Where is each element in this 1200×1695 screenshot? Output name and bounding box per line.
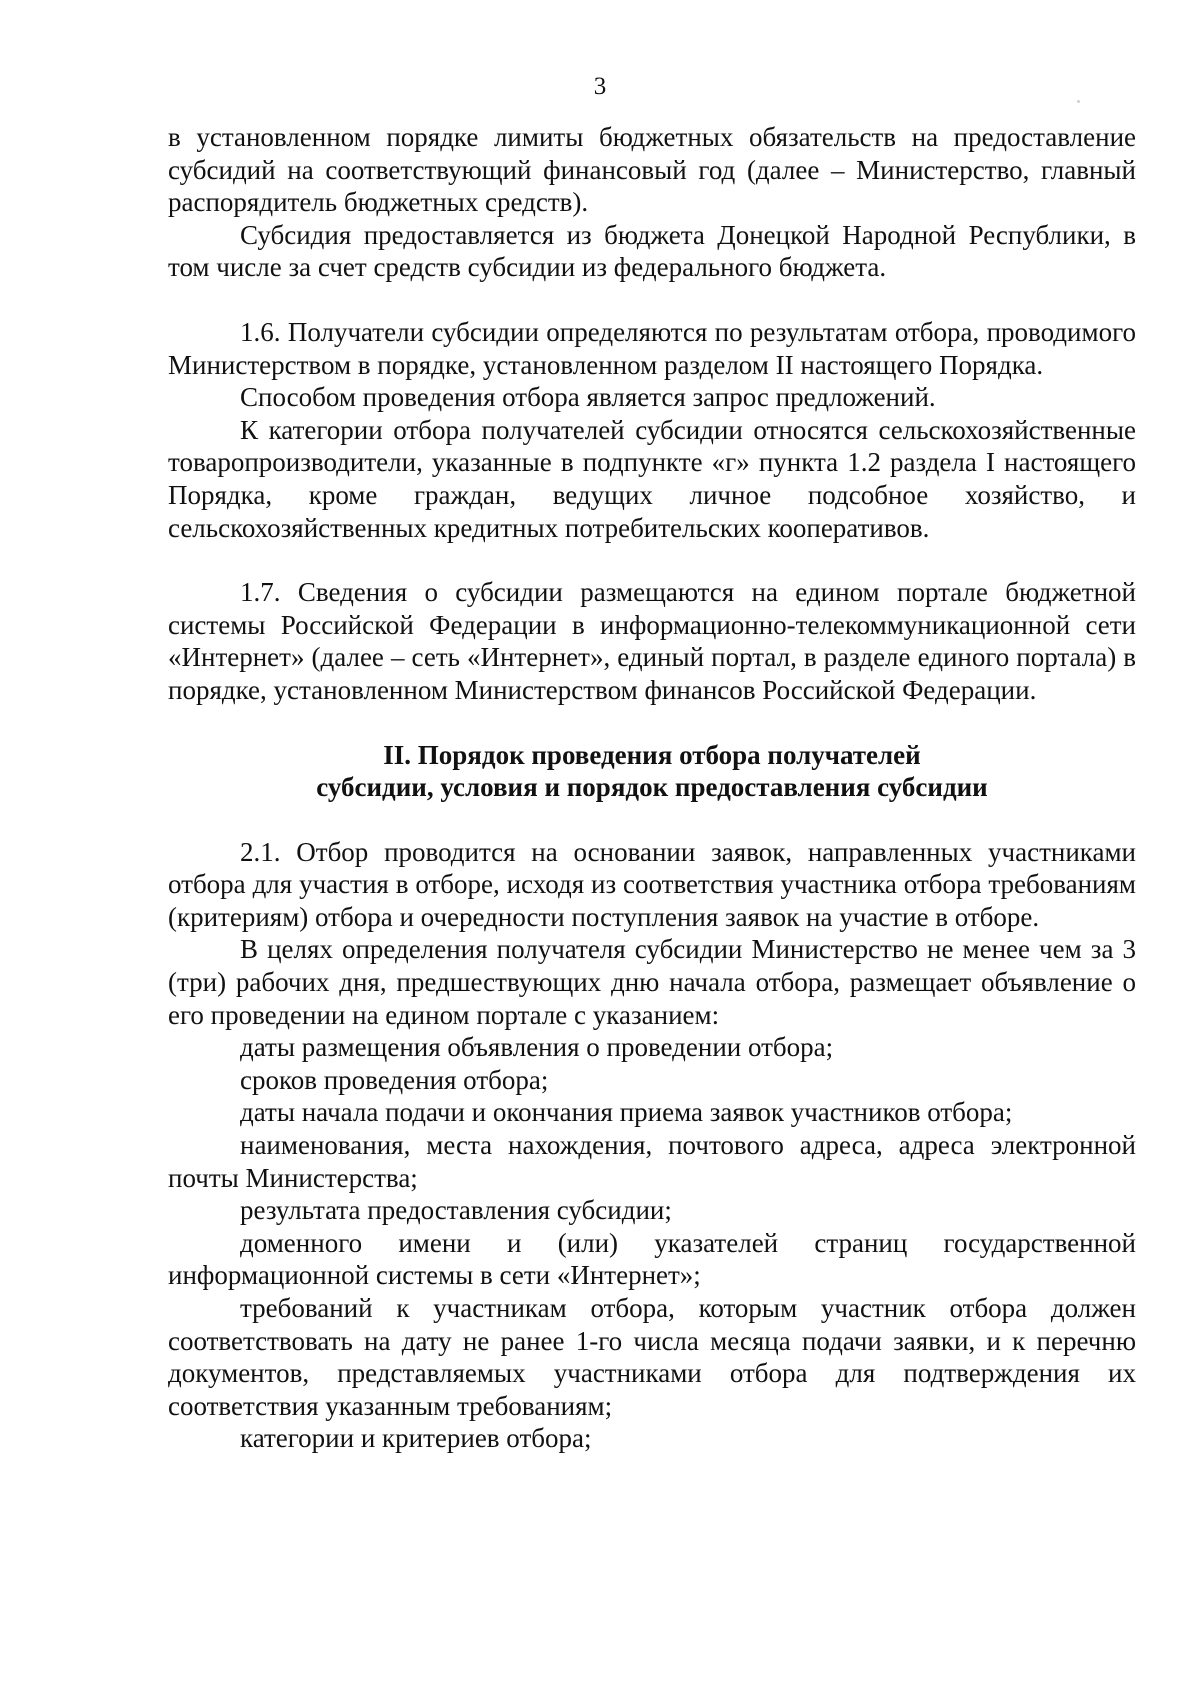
list-item: сроков проведения отбора; [240,1064,549,1095]
paragraph: В целях определения получателя субсидии Министерство не менее чем за 3 (три) рабочих дня, предшествующих дню начала отбора, размещает объявление о его проведении на едином портале с указанием: [168,934,1136,1030]
scan-artifact [1077,100,1080,103]
paragraph-1-7: 1.7. Сведения о субсидии размещаются на едином портале бюджетной системы Российской Федерации в информационно-телекоммуникационной сети «Интернет» (далее – сеть «Интернет», единый портал, в разделе единого портала) в порядке, установленном Министерством финансов Российской Федерации. [168,577,1136,705]
page-number: 3 [593,73,607,100]
list-item: требований к участникам отбора, которым участник отбора должен соответствовать на дату не ранее 1-го числа месяца подачи заявки, и к перечню документов, представляемых участниками отбора для подтверждения их соответствия указанным требованиям; [168,1293,1136,1421]
spacer [168,707,1136,739]
section-heading-line-1: II. Порядок проведения отбора получателей [383,739,921,770]
spacer [168,544,1136,576]
paragraph: К категории отбора получателей субсидии относятся сельскохозяйственные товаропроизводители, указанные в подпункте «г» пункта 1.2 раздела I настоящего Порядка, кроме граждан, ведущих личное подсобное хозяйство, и сельскохозяйственных кредитных потребительских кооперативов. [168,414,1136,543]
list-item: доменного имени и (или) указателей страниц государственной информационной системы в сети «Интернет»; [168,1227,1136,1291]
paragraph-1-6: 1.6. Получатели субсидии определяются по результатам отбора, проводимого Министерством в порядке, установленном разделом II настоящего Порядка. [168,316,1136,380]
list-item: категории и критериев отбора; [240,1423,592,1454]
list-item: даты начала подачи и окончания приема заявок участников отбора; [240,1097,1013,1128]
paragraph: Субсидия предоставляется из бюджета Донецкой Народной Республики, в том числе за счет средств субсидии из федерального бюджета. [168,219,1136,283]
spacer [168,804,1136,836]
list-item: результата предоставления субсидии; [240,1195,672,1226]
paragraph: в установленном порядке лимиты бюджетных обязательств на предоставление субсидий на соответствующий финансовый год (далее – Министерство, главный распорядитель бюджетных средств). [168,122,1136,218]
paragraph: Способом проведения отбора является запрос предложений. [240,382,936,413]
spacer [168,284,1136,316]
section-heading-line-2: субсидии, условия и порядок предоставления субсидии [316,772,988,803]
paragraph-2-1: 2.1. Отбор проводится на основании заявок, направленных участниками отбора для участия в отборе, исходя из соответствия участника отбора требованиям (критериям) отбора и очередности поступления заявок на участие в отборе. [168,836,1136,932]
list-item: наименования, места нахождения, почтового адреса, адреса электронной почты Министерства; [168,1130,1136,1193]
document-body [168,121,1136,1455]
list-item: даты размещения объявления о проведении отбора; [240,1032,834,1063]
